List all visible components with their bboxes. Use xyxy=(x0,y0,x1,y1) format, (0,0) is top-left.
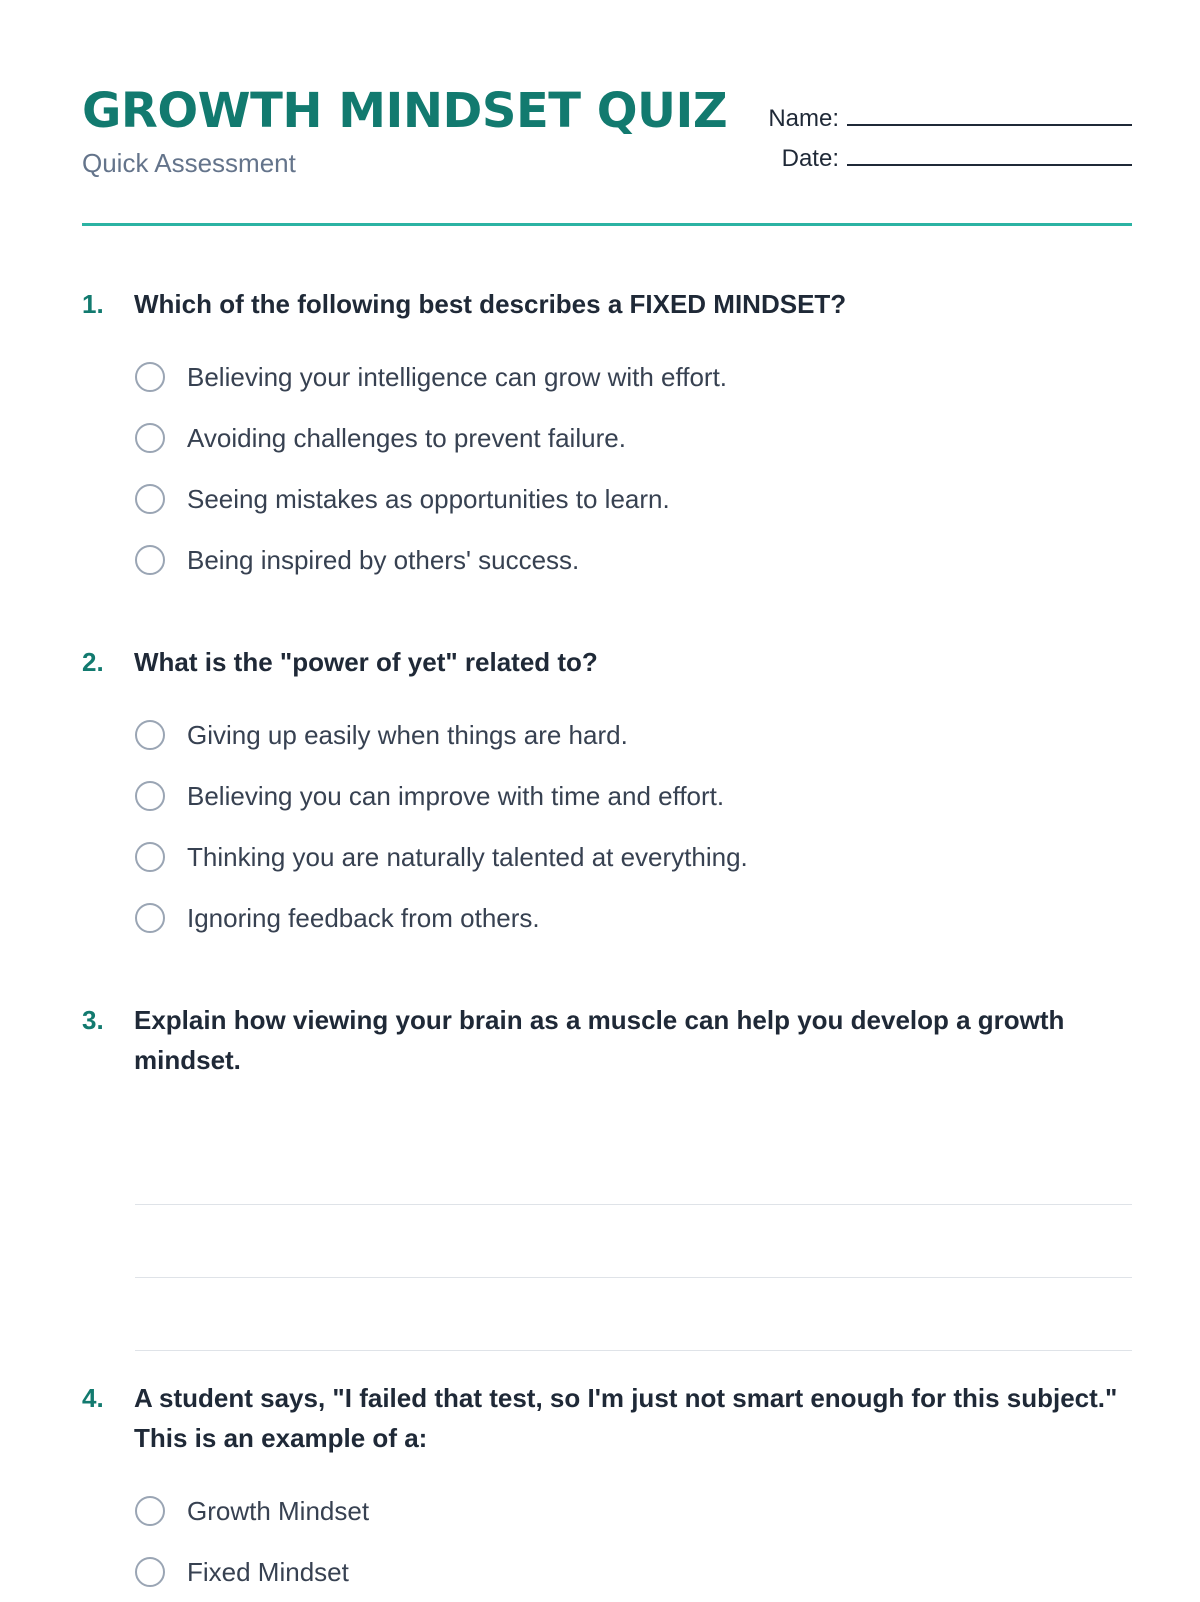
radio-button[interactable] xyxy=(135,545,165,575)
answer-option[interactable] xyxy=(135,887,1132,948)
question-3 xyxy=(82,1000,1132,1351)
question-number: 2. xyxy=(82,647,104,677)
radio-button[interactable] xyxy=(135,842,165,872)
student-info xyxy=(762,94,1132,174)
radio-button[interactable] xyxy=(135,423,165,453)
question-header xyxy=(82,1000,1132,1080)
answer-line[interactable] xyxy=(135,1205,1132,1278)
quiz-header xyxy=(82,0,1132,226)
date-label: Date: xyxy=(781,145,839,172)
question-4 xyxy=(82,1378,1132,1602)
answer-line[interactable] xyxy=(135,1132,1132,1205)
question-number: 3. xyxy=(82,1005,104,1035)
question-header xyxy=(82,284,1132,324)
question-text: Which of the following best describes a FIXED MINDSET? xyxy=(134,289,847,319)
answer-options xyxy=(82,1480,1132,1602)
answer-option[interactable] xyxy=(135,1541,1132,1602)
answer-option[interactable] xyxy=(135,407,1132,468)
option-label: Fixed Mindset xyxy=(187,1556,349,1587)
question-header xyxy=(82,642,1132,682)
date-row xyxy=(762,134,1132,174)
option-label: Avoiding challenges to prevent failure. xyxy=(187,422,626,453)
question-1 xyxy=(82,284,1132,590)
name-row xyxy=(762,94,1132,134)
option-label: Growth Mindset xyxy=(187,1495,370,1526)
page-subtitle: Quick Assessment xyxy=(82,148,296,178)
radio-button[interactable] xyxy=(135,903,165,933)
answer-option[interactable] xyxy=(135,765,1132,826)
answer-option[interactable] xyxy=(135,529,1132,590)
page-title: GROWTH MINDSET QUIZ xyxy=(82,83,728,139)
answer-option[interactable] xyxy=(135,704,1132,765)
quiz-page xyxy=(82,0,1132,1587)
answer-option[interactable] xyxy=(135,1480,1132,1541)
answer-line[interactable] xyxy=(135,1278,1132,1351)
question-number: 4. xyxy=(82,1383,104,1413)
option-label: Thinking you are naturally talented at everything. xyxy=(187,841,748,872)
question-number: 1. xyxy=(82,289,104,319)
option-label: Being inspired by others' success. xyxy=(187,544,580,575)
question-text: A student says, "I failed that test, so I'm just not smart enough for this subject." This is an example of a: xyxy=(134,1383,1118,1453)
answer-option[interactable] xyxy=(135,468,1132,529)
radio-button[interactable] xyxy=(135,362,165,392)
option-label: Giving up easily when things are hard. xyxy=(187,719,628,750)
answer-option[interactable] xyxy=(135,826,1132,887)
written-answer-area[interactable] xyxy=(135,1132,1132,1351)
name-field[interactable] xyxy=(847,124,1132,126)
radio-button[interactable] xyxy=(135,1496,165,1526)
radio-button[interactable] xyxy=(135,1557,165,1587)
radio-button[interactable] xyxy=(135,781,165,811)
option-label: Seeing mistakes as opportunities to learn. xyxy=(187,483,670,514)
question-header xyxy=(82,1378,1132,1458)
question-text: What is the "power of yet" related to? xyxy=(134,647,598,677)
name-label: Name: xyxy=(768,105,839,132)
option-label: Ignoring feedback from others. xyxy=(187,902,540,933)
radio-button[interactable] xyxy=(135,720,165,750)
question-2 xyxy=(82,642,1132,948)
answer-options xyxy=(82,346,1132,590)
answer-option[interactable] xyxy=(135,346,1132,407)
option-label: Believing your intelligence can grow with effort. xyxy=(187,361,728,392)
answer-options xyxy=(82,704,1132,948)
question-text: Explain how viewing your brain as a muscle can help you develop a growth mindset. xyxy=(134,1005,1065,1075)
option-label: Believing you can improve with time and effort. xyxy=(187,780,725,811)
radio-button[interactable] xyxy=(135,484,165,514)
date-field[interactable] xyxy=(847,164,1132,166)
